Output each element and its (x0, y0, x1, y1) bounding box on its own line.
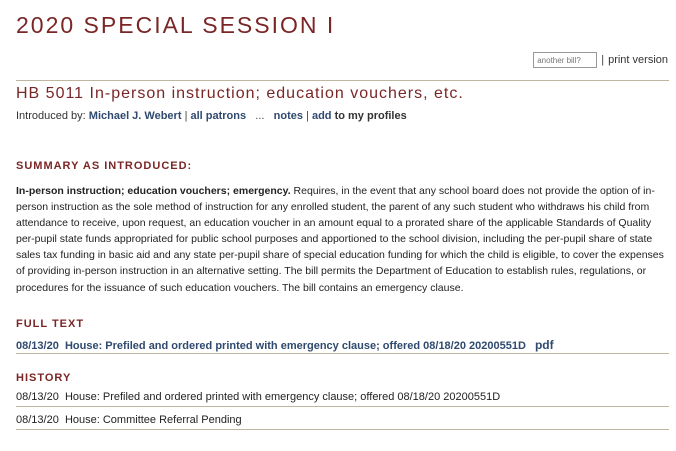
history-date: 08/13/20 (16, 414, 59, 426)
full-text-row (16, 338, 669, 352)
history-text: House: Prefiled and ordered printed with emergency clause; offered 08/18/20 20200551D (64, 391, 501, 403)
full-text-link[interactable] (16, 340, 526, 352)
add-to-profiles-link[interactable]: to my profiles (334, 110, 407, 122)
history-heading: HISTORY (16, 372, 72, 384)
top-tools (533, 52, 668, 68)
history-divider (16, 406, 669, 407)
full-text-description: House: Prefiled and ordered printed with emergency clause; offered 08/18/20 20200551D (64, 340, 526, 352)
notes-link[interactable]: notes (273, 110, 303, 122)
introduced-label: Introduced by: (16, 110, 86, 122)
history-date: 08/13/20 (16, 391, 59, 403)
full-text-heading: FULL TEXT (16, 318, 85, 330)
page-title: 2020 SPECIAL SESSION I (16, 12, 336, 38)
bill-title: HB 5011 In-person instruction; education vouchers, etc. (16, 85, 464, 102)
ellipsis-text: ... (255, 110, 265, 122)
header-divider (16, 80, 669, 81)
notes-separator: | (306, 110, 309, 122)
add-link[interactable]: add (311, 110, 332, 122)
all-patrons-link[interactable]: all patrons (190, 110, 247, 122)
history-divider (16, 429, 669, 430)
summary-body: Requires, in the event that any school board does not provide the option of in-person instruction as the sole method of instruction for any enrolled student, the parent of any such student who withdraws his child from attendance to receive, upon request, an education voucher in an amount equal to a prorated share of the applicable Standards of Quality per-pupil state funds appropriated for public school purposes and apportioned to the school division, including the per-pupil share of state sales tax funding in basic aid and any state per-pupil share of special education funding for which the child is eligible, to cover the expenses of providing in-person instruction in an alternative setting. The bill permits the Department of Education to establish rules, regulations, or procedures for the issuance of such education vouchers. The bill contains an emergency clause. (16, 185, 664, 294)
patron-separator: | (184, 110, 188, 122)
bill-search-input[interactable] (533, 52, 597, 68)
patron-link[interactable]: Michael J. Webert (88, 110, 182, 122)
tools-separator: | (601, 54, 605, 66)
pdf-link[interactable]: pdf (534, 338, 554, 352)
print-version-link[interactable]: print version (608, 54, 668, 66)
introduced-by-line (16, 110, 407, 122)
history-row (16, 414, 669, 426)
full-text-date: 08/13/20 (16, 340, 59, 352)
full-text-divider (16, 353, 669, 354)
summary-text (16, 183, 666, 296)
history-text: House: Committee Referral Pending (64, 414, 242, 426)
history-row (16, 391, 669, 403)
summary-lead: In-person instruction; education vouchers; emergency. (16, 185, 291, 197)
summary-heading: SUMMARY AS INTRODUCED: (16, 160, 193, 172)
